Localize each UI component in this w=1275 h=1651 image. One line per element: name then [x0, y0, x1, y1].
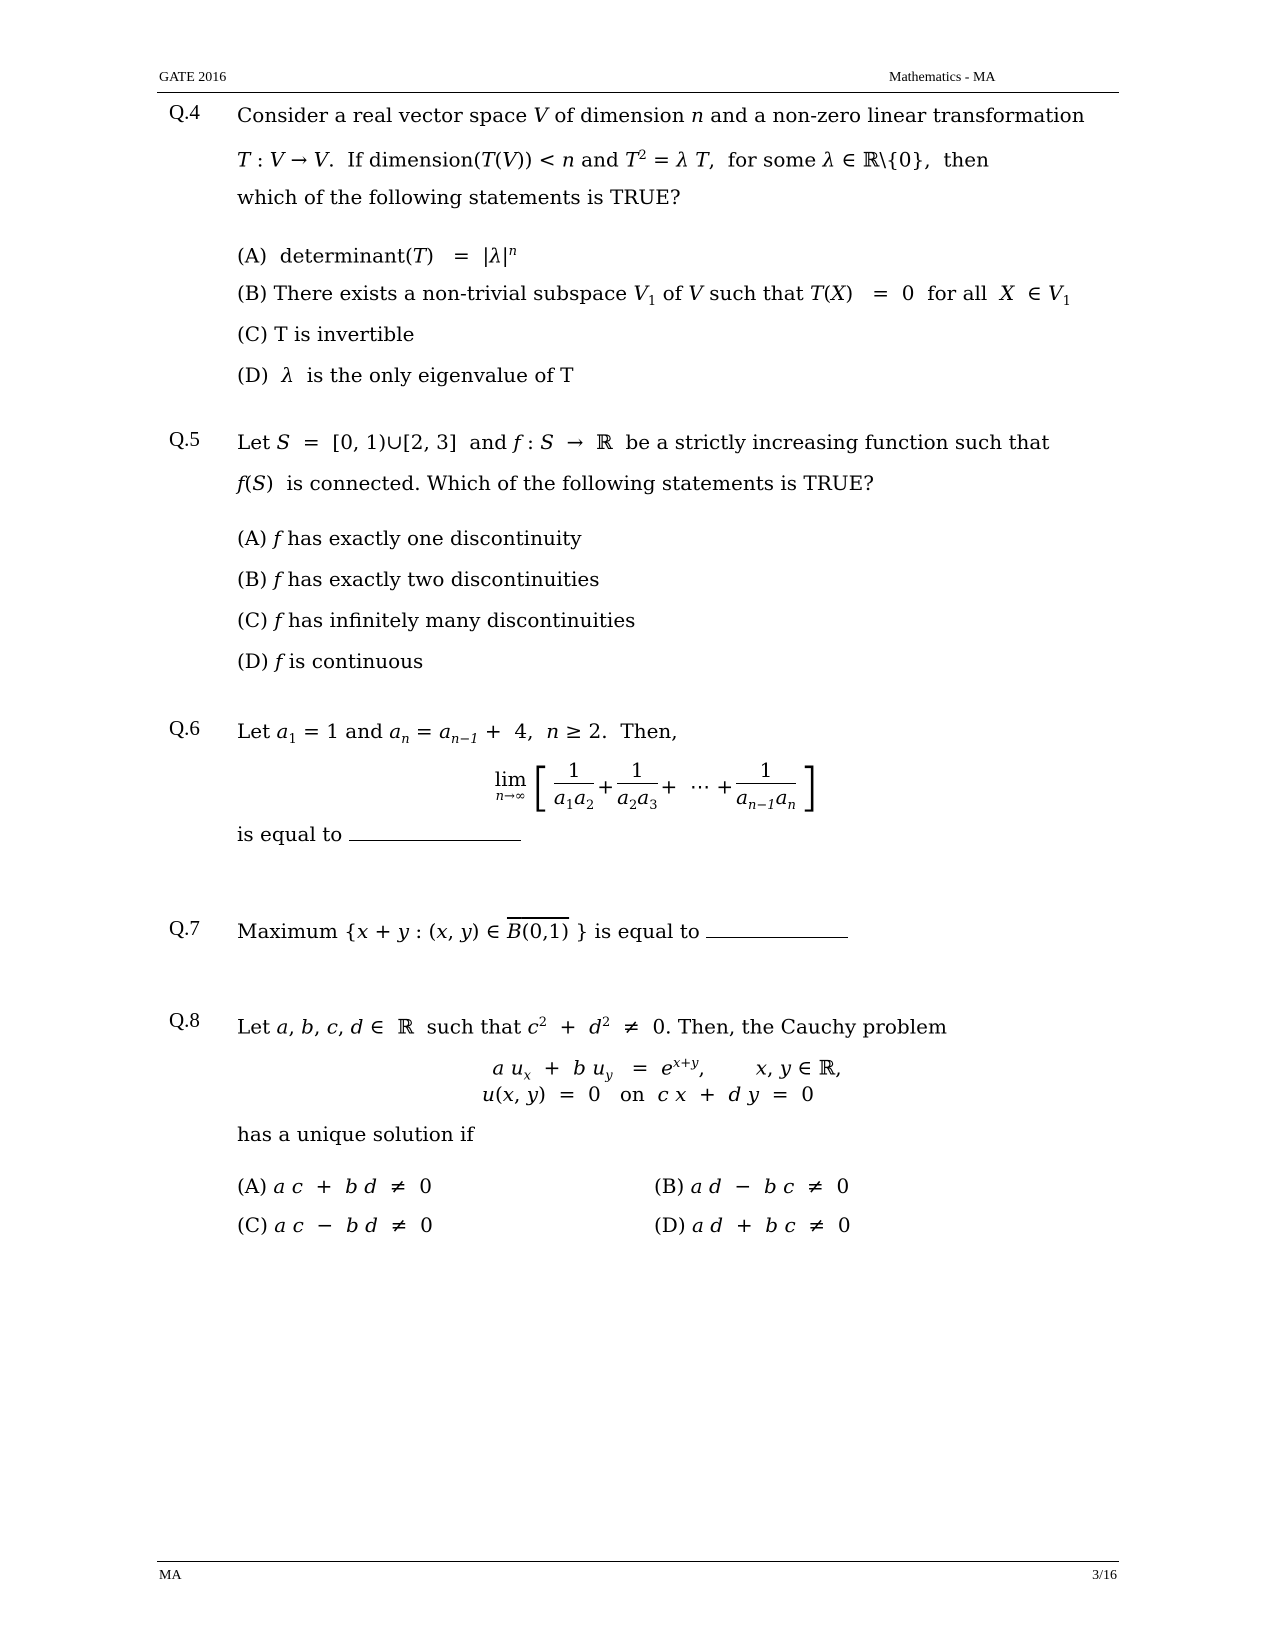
- option-d[interactable]: (D) f is continuous: [237, 649, 424, 673]
- question-text-line: Let a, b, c, d ∈ ℝ such that $c^2 + d^2 \ne 0$. Then, the Cauchy problem: [237, 1014, 947, 1039]
- question-body: [237, 916, 1087, 957]
- exam-title: GATE 2016: [159, 70, 227, 85]
- option-b[interactable]: (B) a d − b c ≠ 0: [654, 1174, 850, 1198]
- question-text-line: Let $a_1 = 1$ and $a_n = a_{n-1} + 4$, n ≥ 2. Then,: [237, 719, 678, 747]
- question-text-line: is equal to: [237, 819, 1087, 860]
- question-body: [237, 1008, 1087, 1256]
- answer-blank[interactable]: [349, 822, 521, 841]
- option-b[interactable]: (B) f has exactly two discontinuities: [237, 567, 600, 591]
- question-text-line: T : V → V. If dimension(T(V)) < n and $T^2 = \lambda$ T, for some λ ∈ ℝ\{0}, then: [237, 147, 989, 172]
- fraction: $\frac{1}{a_{n-1}a_n}$: [736, 758, 796, 813]
- option-b[interactable]: (B) There exists a non-trivial subspace $V_1$ of V such that T(X) = 0 for all X ∈ $V_1$: [237, 281, 1071, 309]
- option-a[interactable]: (A) f has exactly one discontinuity: [237, 526, 582, 550]
- equation-pde: a $u_x + b$ $u_y = e^{x+y}$, x, y ∈ ℝ,: [492, 1055, 842, 1084]
- question-text-line: f(S) is connected. Which of the following statements is TRUE?: [237, 471, 874, 495]
- option-d[interactable]: (D) λ is the only eigenvalue of T: [237, 363, 574, 387]
- limit-expression: lim n→∞ [ $\frac{1}{a_1a_2}$ + $\frac{1}{a_2a_3}$ + ⋯ + $\frac{1}{a_{n-1}a_n}$ ]: [494, 758, 820, 818]
- option-d[interactable]: (D) a d + b c ≠ 0: [654, 1213, 851, 1237]
- option-c[interactable]: (C) T is invertible: [237, 322, 415, 346]
- options-grid: [237, 1174, 1087, 1256]
- question-text-line: Let S = [0, 1)∪[2, 3] and f : S → ℝ be a strictly increasing function such that: [237, 430, 1050, 454]
- option-a[interactable]: (A) determinant(T) = $|\lambda|^n$: [237, 243, 517, 268]
- question-number: Q.8: [169, 1008, 200, 1032]
- page-header: [157, 70, 1119, 93]
- question-text-line: has a unique solution if: [237, 1122, 474, 1146]
- option-c[interactable]: (C) a c − b d ≠ 0: [237, 1213, 433, 1237]
- question-body: [237, 427, 1087, 687]
- equation-boundary: u(x, y) = 0 on c x + d y = 0: [482, 1082, 814, 1106]
- question-body: [237, 716, 1087, 860]
- question-number: Q.6: [169, 716, 200, 740]
- answer-blank[interactable]: [706, 919, 848, 938]
- fraction: $\frac{1}{a_1a_2}$: [553, 758, 595, 813]
- paper-code: MA: [159, 1568, 182, 1583]
- question-text-line: which of the following statements is TRUE?: [237, 185, 681, 209]
- page-number: 3/16: [1092, 1568, 1117, 1583]
- question-body: [237, 100, 1087, 401]
- question-text-line: Consider a real vector space V of dimension n and a non-zero linear transformation: [237, 103, 1085, 127]
- option-a[interactable]: (A) a c + b d ≠ 0: [237, 1174, 433, 1198]
- question-text-line: Maximum {x + y : (x, y) ∈ B(0,1) } is equal to: [237, 916, 1087, 957]
- subject-title: Mathematics - MA: [889, 70, 996, 85]
- fraction: $\frac{1}{a_2a_3}$: [617, 758, 658, 813]
- page-footer: [157, 1561, 1119, 1583]
- question-number: Q.7: [169, 916, 200, 940]
- option-c[interactable]: (C) f has infinitely many discontinuities: [237, 608, 636, 632]
- question-number: Q.5: [169, 427, 200, 451]
- question-number: Q.4: [169, 100, 200, 124]
- limit-operator: lim n→∞: [494, 767, 527, 804]
